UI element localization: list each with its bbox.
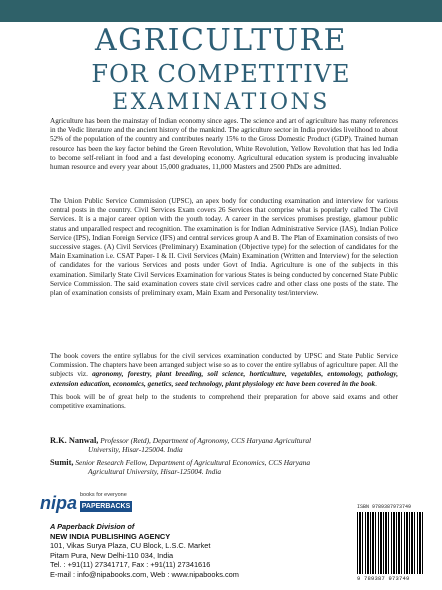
author-credit <box>50 436 400 455</box>
publisher-address-line: Pitam Pura, New Delhi-110 034, India <box>50 550 174 560</box>
author-affiliation-cont: Agricultural University, Hisar-125004. India <box>88 467 222 477</box>
publisher-contact: E-mail : info@nipabooks.com, Web : www.nipabooks.com <box>50 569 239 579</box>
barcode-bars <box>357 512 423 574</box>
blurb-paragraph-intro: Agriculture has been the mainstay of Indian economy since ages. The science and art of agriculture has many references in the Vedic literature and the ancient history of the mankind. The agriculture sector in India provides livelihood to about 52% of the population of the country and contributes nearly 15% to the Gross Domestic Product (GDP). Trained human resource has been the key factor behind the Green Revolution, White Revolution, Yellow Revolution that has led India to become self-reliant in food and a fast developing economy. Agricultural education system is producing invaluable human resource and every year about 15,000 graduates, 11,000 Masters and 2500 PhDs are admitted. <box>50 117 398 172</box>
logo-imprint-badge: PAPERBACKS <box>81 503 131 510</box>
isbn-barcode <box>355 504 427 584</box>
author-name: R.K. Nanwal, <box>50 436 99 445</box>
blurb-paragraph-coverage <box>50 352 398 389</box>
author-affiliation: Professor (Retd), Department of Agronomy, CCS Haryana Agricultural <box>98 436 312 445</box>
author-affiliation: Senior Research Fellow, Department of Agricultural Economics, CCS Haryana <box>73 458 311 467</box>
coverage-subjects-emphasis: agronomy, forestry, plant breeding, soil science, horticulture, vegetables, entomology, pathology, extension education, economics, genetics, seed technology, plant physiology etc have been covered in the book <box>50 370 399 388</box>
coverage-text-start: The book covers the entire syllabus for the civil services examination conducted by UPSC and State Public Service Commission. The chapters have been arranged subject wise so as to cover the entire syllabus of agriculture paper. All the subjects viz. <box>50 352 398 379</box>
blurb-paragraph-upsc: The Union Public Service Commission (UPSC), an apex body for conducting examination and interview for various central posts in the country. Civil Services Exam covers 26 Services that comprise what is popularly called The Civil Services. It is a major career option with the youth today. A career in the services promises prestige, glamour public status and unparalled respect and recognition. The examination is for Indian Administrative Service (IAS), Indian Police Service (IPS), Indian Foreign Service (IFS) and central services group A and B. The Plan of Examination consists of two successive stages. (A) Civil Services (Preliminary) Examination (Objective type) for the selection of candidates for the Main Examination i.e. CSAT Paper- I & II. Civil Services (Main) Examination (Written and Interview) for the selection of candidates for the various Services and posts under Govt of India. Agriculture is one of the subjects in this examination. Similarly State Civil Services Examination for various States is being conducted by concerned State Public Service Commission. The said examination covers state civil services cadre and other class one posts of the state. The plan of examination consists of preliminary exam, Main Exam and Personality test/interview. <box>50 197 398 298</box>
blurb-paragraph-closing: This book will be of great help to the students to comprehend their preparation for above said exams and other competitive examinations. <box>50 393 398 411</box>
publisher-logo <box>40 491 140 519</box>
book-title-line-1: AGRICULTURE <box>94 23 348 58</box>
publisher-info <box>50 522 380 580</box>
publisher-phone: Tel. : +91(11) 27341717, Fax : +91(11) 27341616 <box>50 560 211 570</box>
top-color-band <box>0 0 442 22</box>
publisher-division: A Paperback Division of <box>50 522 135 531</box>
coverage-text-end: . <box>375 379 377 388</box>
book-title-line-3: EXAMINATIONS <box>112 90 330 115</box>
author-affiliation-cont: University, Hisar-125004. India <box>88 445 183 455</box>
ean-number: 9 789387 973749 <box>357 575 410 582</box>
isbn-text: ISBN 9789387973749 <box>357 504 412 510</box>
logo-tagline: books for everyone <box>80 492 127 498</box>
book-title-line-2: FOR COMPETITIVE <box>91 60 351 88</box>
author-name: Sumit, <box>50 458 74 467</box>
publisher-name: NEW INDIA PUBLISHING AGENCY <box>50 531 171 541</box>
publisher-address-line: 101, Vikas Surya Plaza, CU Block, L.S.C. Market <box>50 541 211 551</box>
author-credit <box>50 458 400 477</box>
logo-brand-text: nipa <box>40 493 78 513</box>
